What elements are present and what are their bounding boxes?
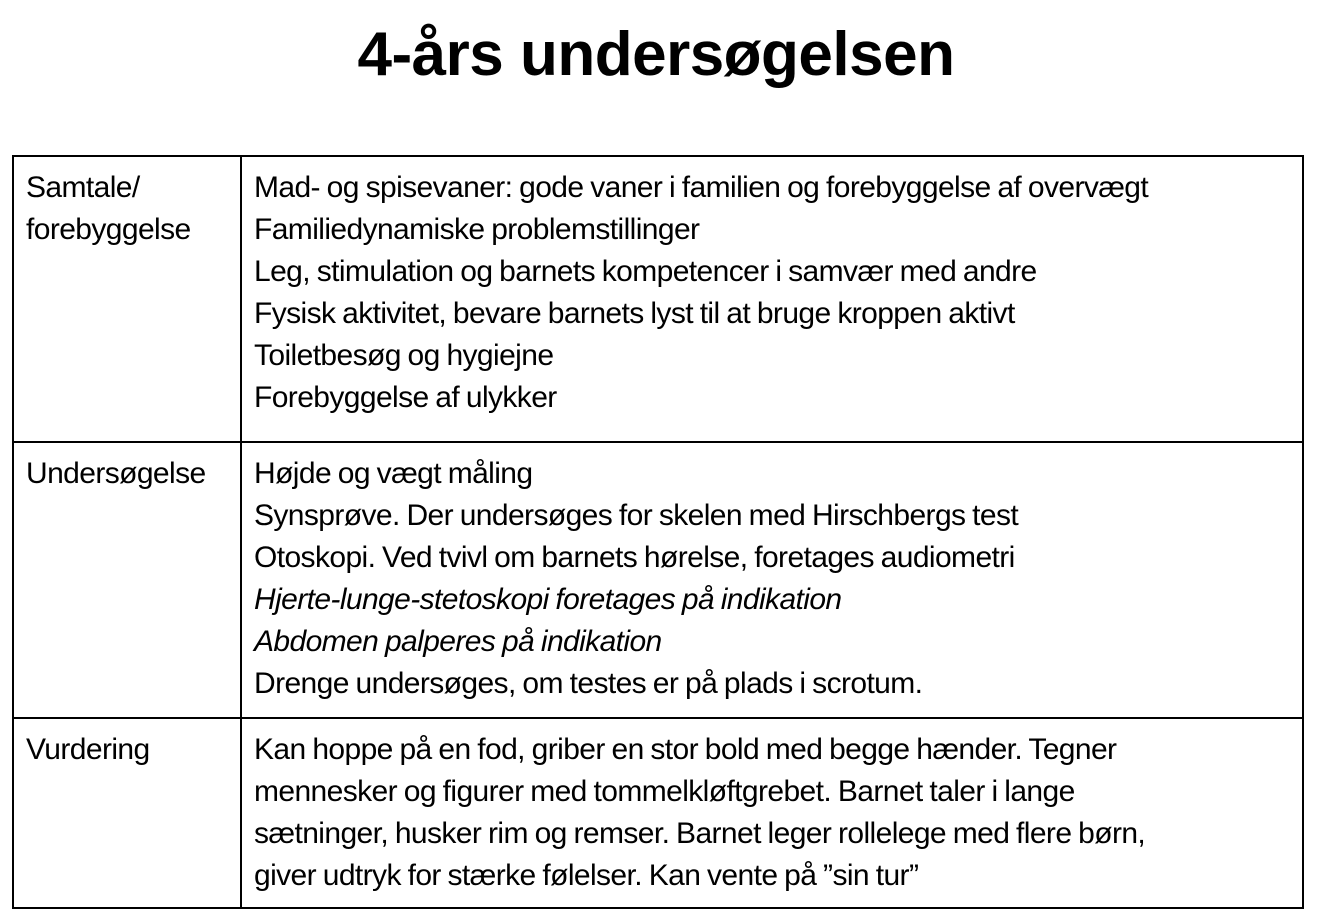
row-label: forebyggelse: [26, 213, 191, 246]
content-line: Synsprøve. Der undersøges for skelen med Hirschbergs test: [254, 499, 1019, 532]
content-line: Højde og vægt måling: [254, 457, 533, 490]
row-content-cell: [241, 156, 1303, 442]
content-line: giver udtryk for stærke følelser. Kan vente på ”sin tur”: [254, 859, 919, 892]
content-line: Otoskopi. Ved tvivl om barnets hørelse, foretages audiometri: [254, 541, 1015, 574]
row-content-cell: [241, 442, 1303, 718]
content-line: mennesker og figurer med tommelkløftgrebet. Barnet taler i lange: [254, 775, 1075, 808]
content-table: [12, 155, 1304, 909]
row-content-cell: [241, 718, 1303, 908]
content-line: Fysisk aktivitet, bevare barnets lyst til at bruge kroppen aktivt: [254, 297, 1015, 330]
row-label: Samtale/: [26, 171, 140, 204]
page-title: 4-års undersøgelsen: [357, 20, 955, 89]
content-line: Mad- og spisevaner: gode vaner i familien og forebyggelse af overvægt: [254, 171, 1149, 204]
content-line: Kan hoppe på en fod, griber en stor bold med begge hænder. Tegner: [254, 733, 1117, 766]
content-line: sætninger, husker rim og remser. Barnet leger rollelege med flere børn,: [254, 817, 1146, 850]
content-line: Abdomen palperes på indikation: [254, 625, 662, 658]
row-label: Undersøgelse: [26, 457, 206, 490]
content-line: Forebyggelse af ulykker: [254, 381, 557, 414]
row-label-cell: [13, 718, 241, 908]
content-line: Leg, stimulation og barnets kompetencer i samvær med andre: [254, 255, 1037, 288]
content-line: Hjerte-lunge-stetoskopi foretages på indikation: [254, 583, 842, 616]
content-line: Toiletbesøg og hygiejne: [254, 339, 554, 372]
table-row-samtale: [13, 156, 1303, 442]
row-label-cell: [13, 156, 241, 442]
table-row-undersoegelse: [13, 442, 1303, 718]
content-line: Drenge undersøges, om testes er på plads i scrotum.: [254, 667, 923, 700]
row-label: Vurdering: [26, 733, 150, 766]
row-label-cell: [13, 442, 241, 718]
content-line: Familiedynamiske problemstillinger: [254, 213, 700, 246]
table-row-vurdering: [13, 718, 1303, 908]
